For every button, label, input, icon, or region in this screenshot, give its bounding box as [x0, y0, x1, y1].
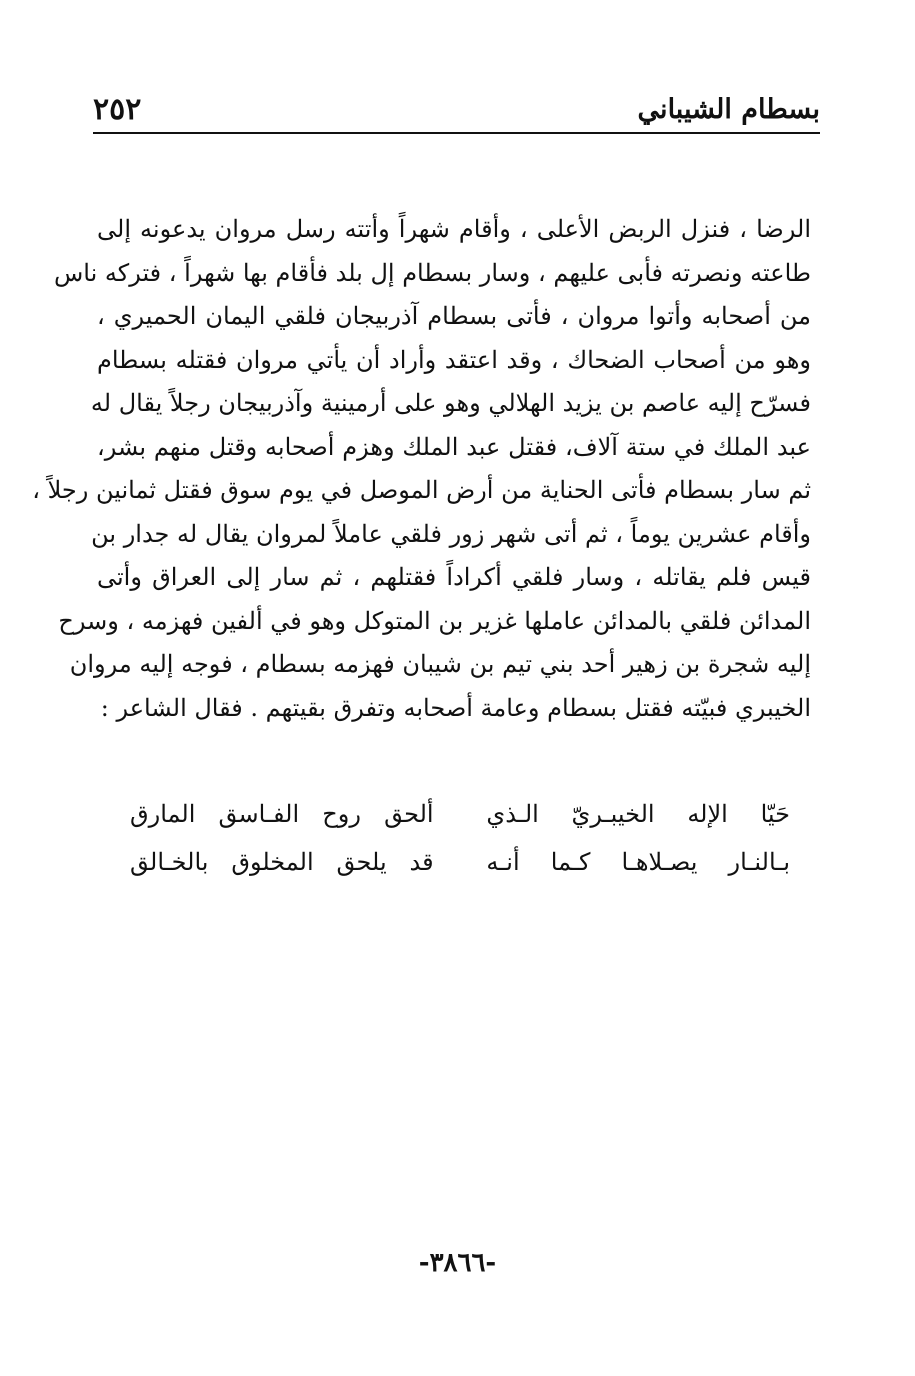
poem-verse	[130, 838, 790, 886]
poem-hemistich-first: حَيّا الإله الخيبـريّ الـذي	[486, 800, 790, 828]
text-line: الرضا ، فنزل الربض الأعلى ، وأقام شهراً وأتته رسل مروان يدعونه إلى	[97, 215, 811, 243]
poem-hemistich-second: ألحق روح الفـاسق المارق	[130, 800, 434, 828]
text-line: من أصحابه وأتوا مروان ، فأتى بسطام آذربيجان فلقي اليمان الحميري ،	[97, 302, 811, 330]
text-line: وهو من أصحاب الضحاك ، وقد اعتقد وأراد أن يأتي مروان فقتله بسطام	[97, 345, 811, 374]
footer-page-marker: -٣٨٦٦-	[418, 1248, 497, 1278]
text-line: المدائن فلقي بالمدائن عاملها غزير بن المتوكل وهو في ألفين فهزمه ، وسرح	[58, 606, 811, 635]
running-header	[93, 86, 820, 134]
poem-hemistich-second: قد يلحق المخلوق بالخـالق	[130, 848, 434, 876]
text-line: عبد الملك في ستة آلاف، فقتل عبد الملك وهزم أصحابه وقتل منهم بشر،	[97, 432, 811, 461]
header-title: بسطام الشيباني	[637, 94, 820, 125]
text-line: فسرّح إليه عاصم بن يزيد الهلالي وهو على أرمينية وآذربيجان رجلاً يقال له	[90, 389, 811, 417]
poem-verse	[130, 790, 790, 838]
text-line: طاعته ونصرته فأبى عليهم ، وسار بسطام إل بلد فأقام بها شهراً ، فتركه ناس	[53, 258, 811, 287]
poem	[130, 790, 790, 886]
text-line: وأقام عشرين يوماً ، ثم أتى شهر زور فلقي عاملاً لمروان يقال له جدار بن	[91, 519, 811, 548]
body-text	[32, 208, 811, 730]
text-line: ثم سار بسطام فأتى الحناية من أرض الموصل في يوم سوق فقتل ثمانين رجلاً ،	[32, 476, 811, 504]
page-number: ٢٥٢	[93, 92, 142, 127]
text-line: إليه شجرة بن زهير أحد بني تيم بن شيبان فهزمه بسطام ، فوجه إليه مروان	[69, 650, 811, 678]
text-line: الخيبري فبيّته فقتل بسطام وعامة أصحابه وتفرق بقيتهم . فقال الشاعر :	[100, 693, 811, 722]
poem-hemistich-first: بـالنـار يصـلاهـا كـما أنـه	[486, 848, 790, 876]
text-line: قيس فلم يقاتله ، وسار فلقي أكراداً فقتلهم ، ثم سار إلى العراق وأتى	[97, 563, 811, 591]
